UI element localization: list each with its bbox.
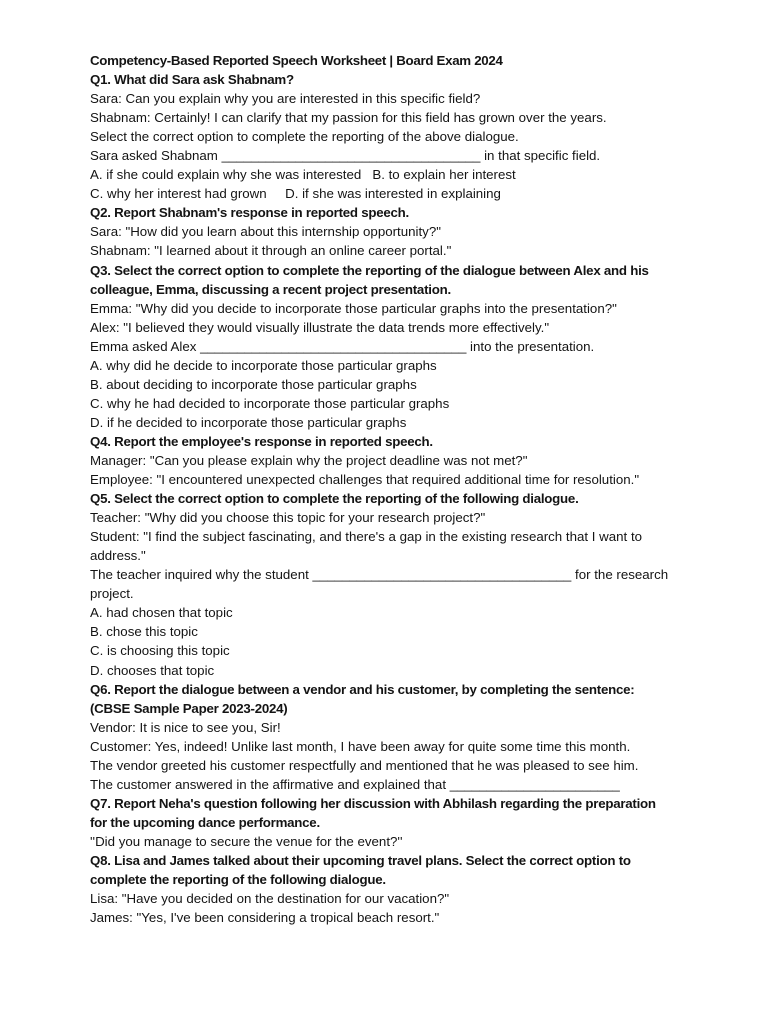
worksheet-page bbox=[90, 51, 690, 927]
question-heading: for the upcoming dance performance. bbox=[90, 814, 320, 830]
worksheet-body bbox=[90, 70, 690, 927]
question-heading: Q6. Report the dialogue between a vendor and his customer, by completing the sentence: bbox=[90, 681, 635, 697]
question-heading: Q7. Report Neha's question following her discussion with Abhilash regarding the preparation bbox=[90, 795, 656, 811]
text-line: address." bbox=[90, 548, 146, 564]
text-line: Emma asked Alex ____________________________________ into the presentation. bbox=[90, 338, 595, 354]
question-heading: (CBSE Sample Paper 2023-2024) bbox=[90, 700, 288, 716]
text-line: Teacher: "Why did you choose this topic for your research project?" bbox=[90, 510, 486, 526]
text-line: D. if he decided to incorporate those particular graphs bbox=[90, 414, 407, 430]
question-heading: colleague, Emma, discussing a recent project presentation. bbox=[90, 281, 451, 297]
text-line: Vendor: It is nice to see you, Sir! bbox=[90, 719, 281, 735]
text-line: ''Did you manage to secure the venue for the event?'' bbox=[90, 833, 403, 849]
text-line: D. chooses that topic bbox=[90, 662, 215, 678]
text-line: Shabnam: "I learned about it through an online career portal." bbox=[90, 243, 452, 259]
text-line: The customer answered in the affirmative and explained that _______________________ bbox=[90, 776, 620, 792]
text-line: Emma: "Why did you decide to incorporate those particular graphs into the presentation?" bbox=[90, 300, 617, 316]
question-heading: Q8. Lisa and James talked about their upcoming travel plans. Select the correct option to bbox=[90, 852, 631, 868]
question-heading: complete the reporting of the following dialogue. bbox=[90, 872, 386, 888]
worksheet-title: Competency-Based Reported Speech Worksheet | Board Exam 2024 bbox=[90, 53, 503, 68]
text-line: Lisa: "Have you decided on the destination for our vacation?" bbox=[90, 891, 450, 907]
text-line: Shabnam: Certainly! I can clarify that my passion for this field has grown over the years. bbox=[90, 110, 607, 126]
text-line: C. why her interest had grown D. if she was interested in explaining bbox=[90, 186, 501, 202]
text-line: Sara asked Shabnam ___________________________________ in that specific field. bbox=[90, 148, 601, 164]
text-line: A. had chosen that topic bbox=[90, 605, 233, 621]
question-heading: Q5. Select the correct option to complete the reporting of the following dialogue. bbox=[90, 491, 579, 507]
text-line: Sara: "How did you learn about this internship opportunity?" bbox=[90, 224, 441, 240]
text-line: Alex: "I believed they would visually illustrate the data trends more effectively." bbox=[90, 319, 550, 335]
text-line: Employee: "I encountered unexpected challenges that required additional time for resolution." bbox=[90, 472, 640, 488]
text-line: B. about deciding to incorporate those particular graphs bbox=[90, 376, 417, 392]
question-heading: Q1. What did Sara ask Shabnam? bbox=[90, 72, 294, 88]
text-line: A. why did he decide to incorporate those particular graphs bbox=[90, 357, 437, 373]
text-line: Sara: Can you explain why you are interested in this specific field? bbox=[90, 91, 481, 107]
question-heading: Q3. Select the correct option to complete the reporting of the dialogue between Alex and his bbox=[90, 262, 649, 278]
text-line: C. is choosing this topic bbox=[90, 643, 230, 659]
question-heading: Q4. Report the employee's response in reported speech. bbox=[90, 433, 433, 449]
text-line: Manager: "Can you please explain why the project deadline was not met?" bbox=[90, 452, 528, 468]
text-line: project. bbox=[90, 586, 134, 602]
question-heading: Q2. Report Shabnam's response in reported speech. bbox=[90, 205, 409, 221]
text-line: Select the correct option to complete the reporting of the above dialogue. bbox=[90, 129, 519, 145]
text-line: B. chose this topic bbox=[90, 624, 198, 640]
text-line: C. why he had decided to incorporate those particular graphs bbox=[90, 395, 450, 411]
text-line: A. if she could explain why she was interested B. to explain her interest bbox=[90, 167, 516, 183]
text-line: Student: "I find the subject fascinating, and there's a gap in the existing research that I want to bbox=[90, 529, 643, 545]
text-line: Customer: Yes, indeed! Unlike last month, I have been away for quite some time this month. bbox=[90, 738, 631, 754]
text-line: The teacher inquired why the student ___________________________________ for the research bbox=[90, 567, 669, 583]
text-line: James: "Yes, I've been considering a tropical beach resort." bbox=[90, 910, 440, 926]
text-line: The vendor greeted his customer respectfully and mentioned that he was pleased to see him. bbox=[90, 757, 639, 773]
